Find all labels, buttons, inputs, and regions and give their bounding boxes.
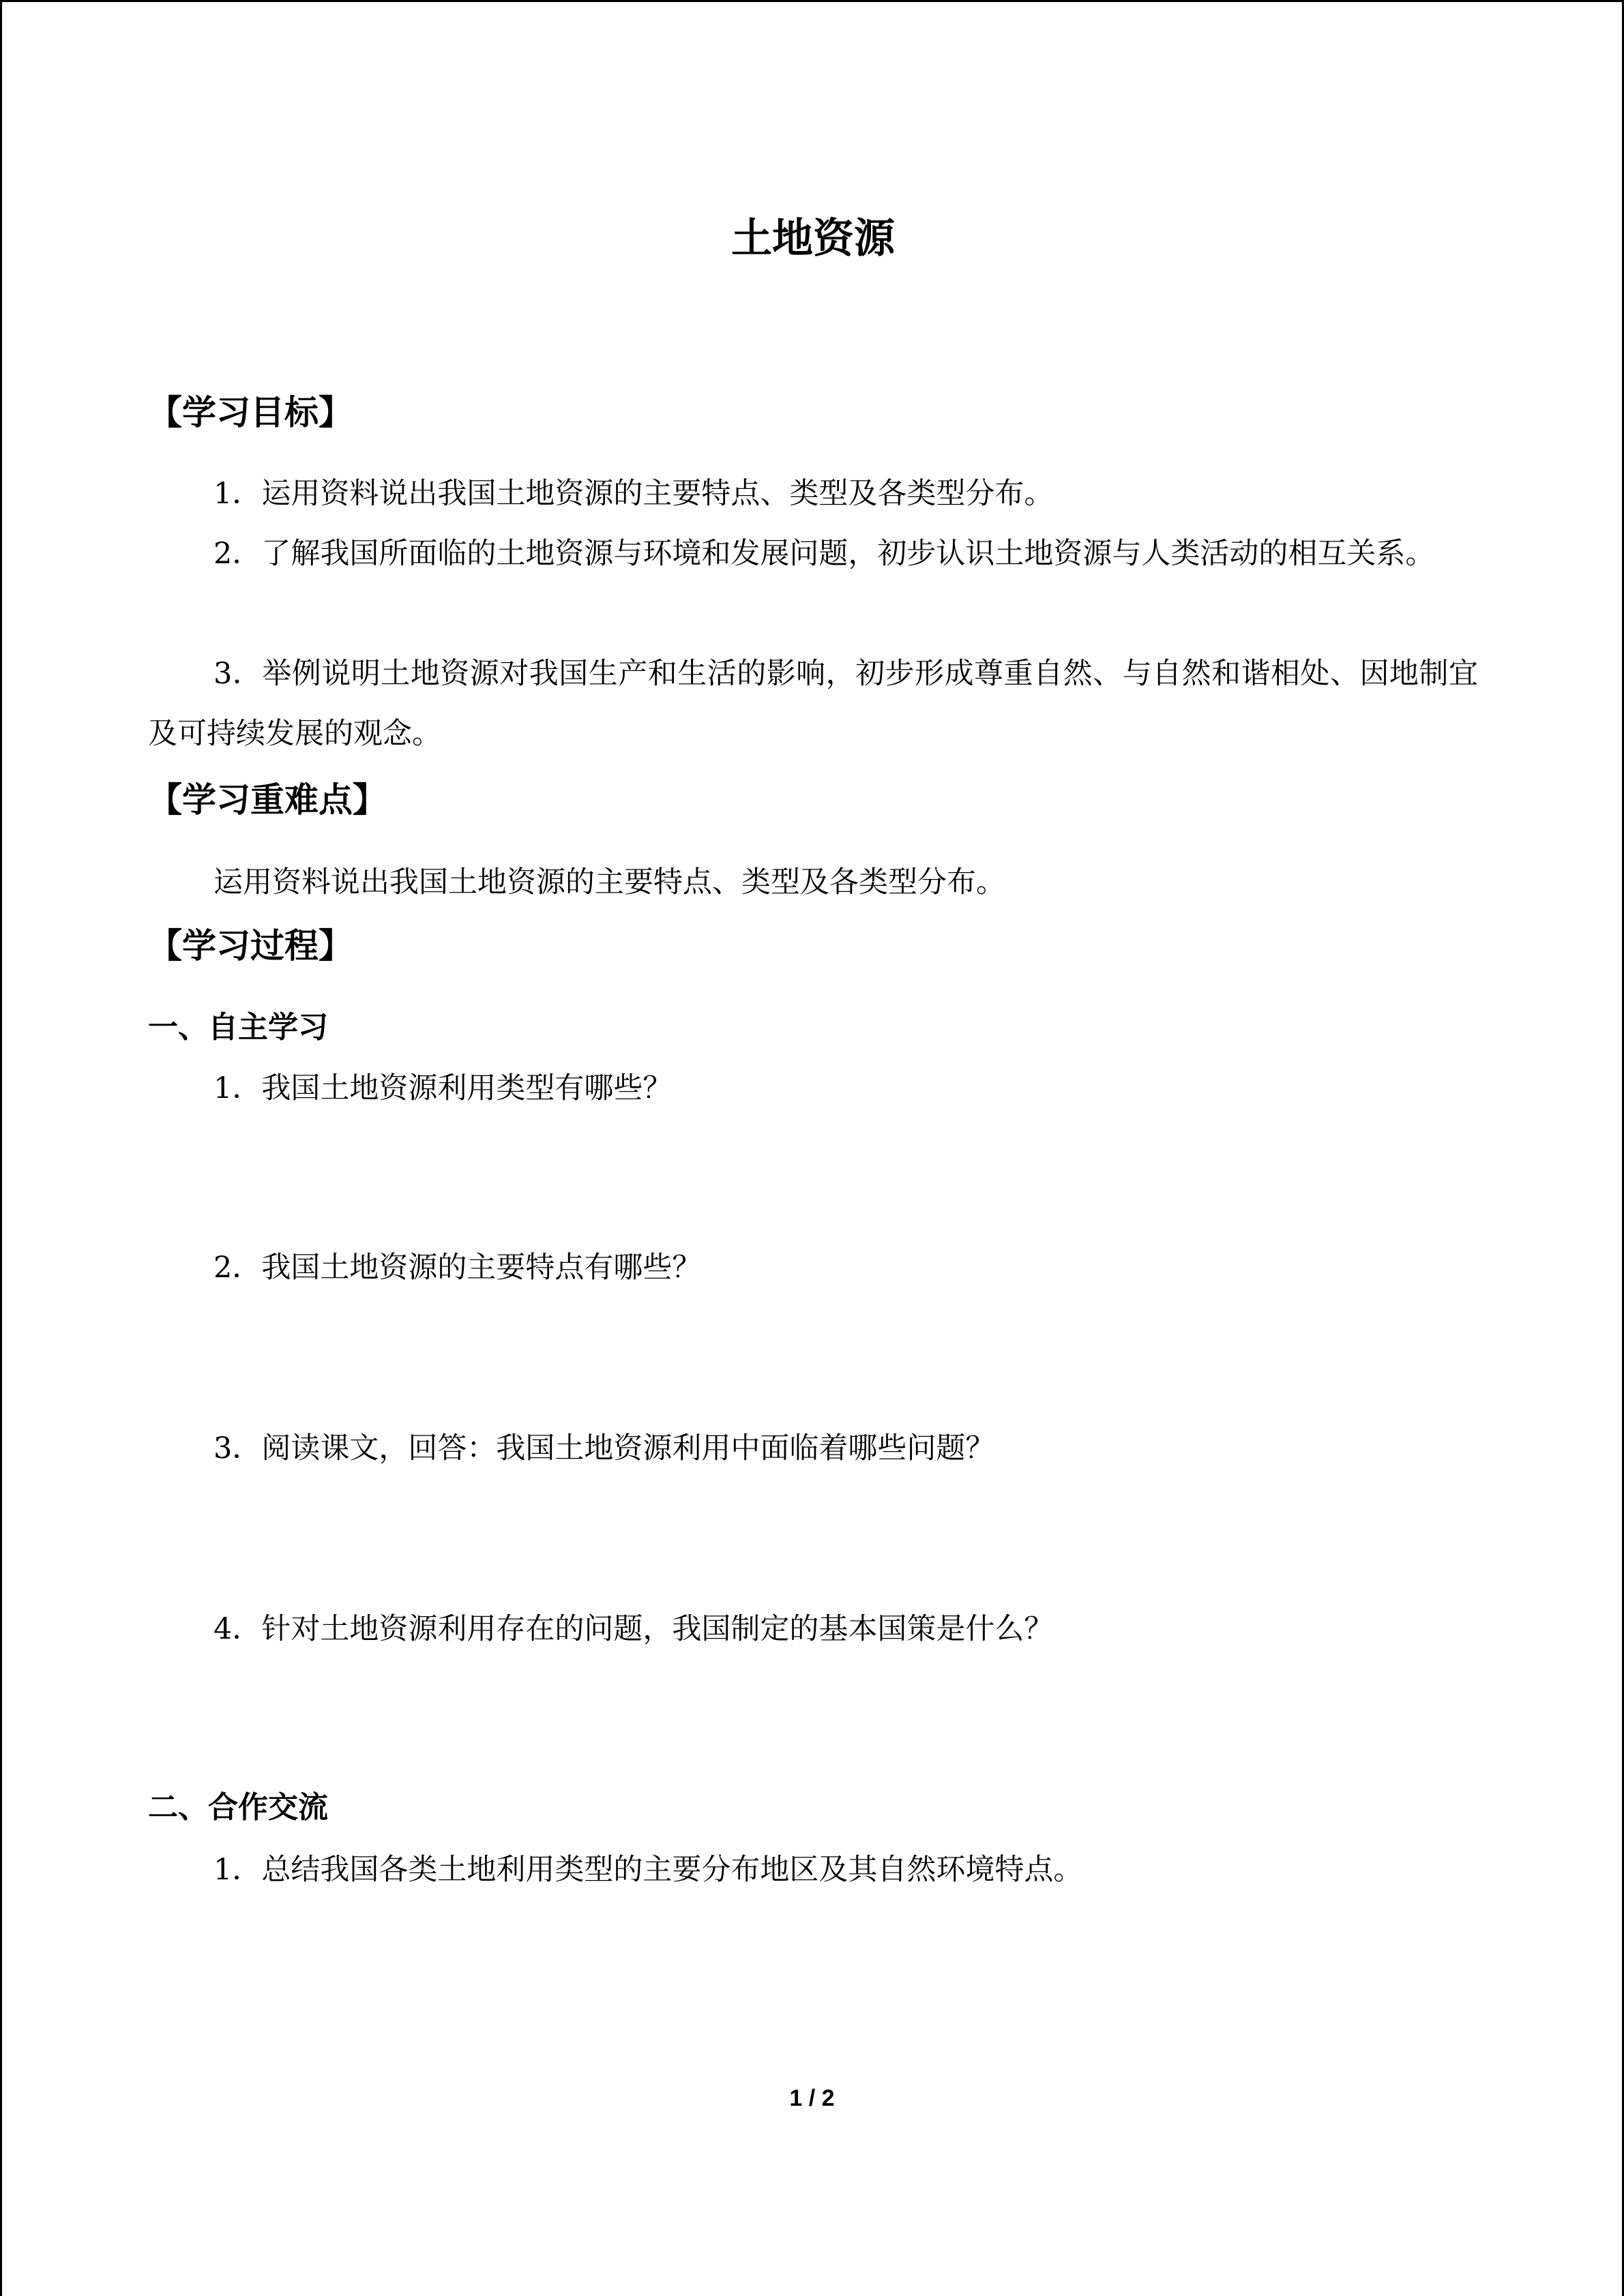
page-border-top xyxy=(0,0,1624,2)
process-heading: 【学习过程】 xyxy=(148,925,353,966)
cooperation-heading: 二、合作交流 xyxy=(148,1790,328,1825)
self-study-question-2: 2．我国土地资源的主要特点有哪些？ xyxy=(213,1251,702,1285)
objective-item-2: 2．了解我国所面临的土地资源与环境和发展问题，初步认识土地资源与人类活动的相互关系。 xyxy=(213,537,1435,571)
page-border-left xyxy=(0,0,2,2296)
key-points-heading: 【学习重难点】 xyxy=(148,779,387,820)
page-number: 1 / 2 xyxy=(789,2085,835,2111)
objectives-heading: 【学习目标】 xyxy=(148,392,353,432)
self-study-question-3: 3．阅读课文，回答：我国土地资源利用中面临着哪些问题？ xyxy=(213,1431,995,1465)
objective-item-1: 1．运用资料说出我国土地资源的主要特点、类型及各类型分布。 xyxy=(213,477,1054,511)
cooperation-question-1: 1．总结我国各类土地利用类型的主要分布地区及其自然环境特点。 xyxy=(213,1853,1083,1887)
key-points-text: 运用资料说出我国土地资源的主要特点、类型及各类型分布。 xyxy=(213,865,1005,899)
self-study-question-4: 4．针对土地资源利用存在的问题，我国制定的基本国策是什么？ xyxy=(213,1612,1054,1646)
self-study-question-1: 1．我国土地资源利用类型有哪些？ xyxy=(213,1071,673,1105)
objective-item-3: 3．举例说明土地资源对我国生产和生活的影响，初步形成尊重自然、与自然和谐相处、因地制宜及可持续发展的观念。 xyxy=(148,657,1478,751)
page-title: 土地资源 xyxy=(731,215,895,263)
self-study-heading: 一、自主学习 xyxy=(148,1010,328,1045)
